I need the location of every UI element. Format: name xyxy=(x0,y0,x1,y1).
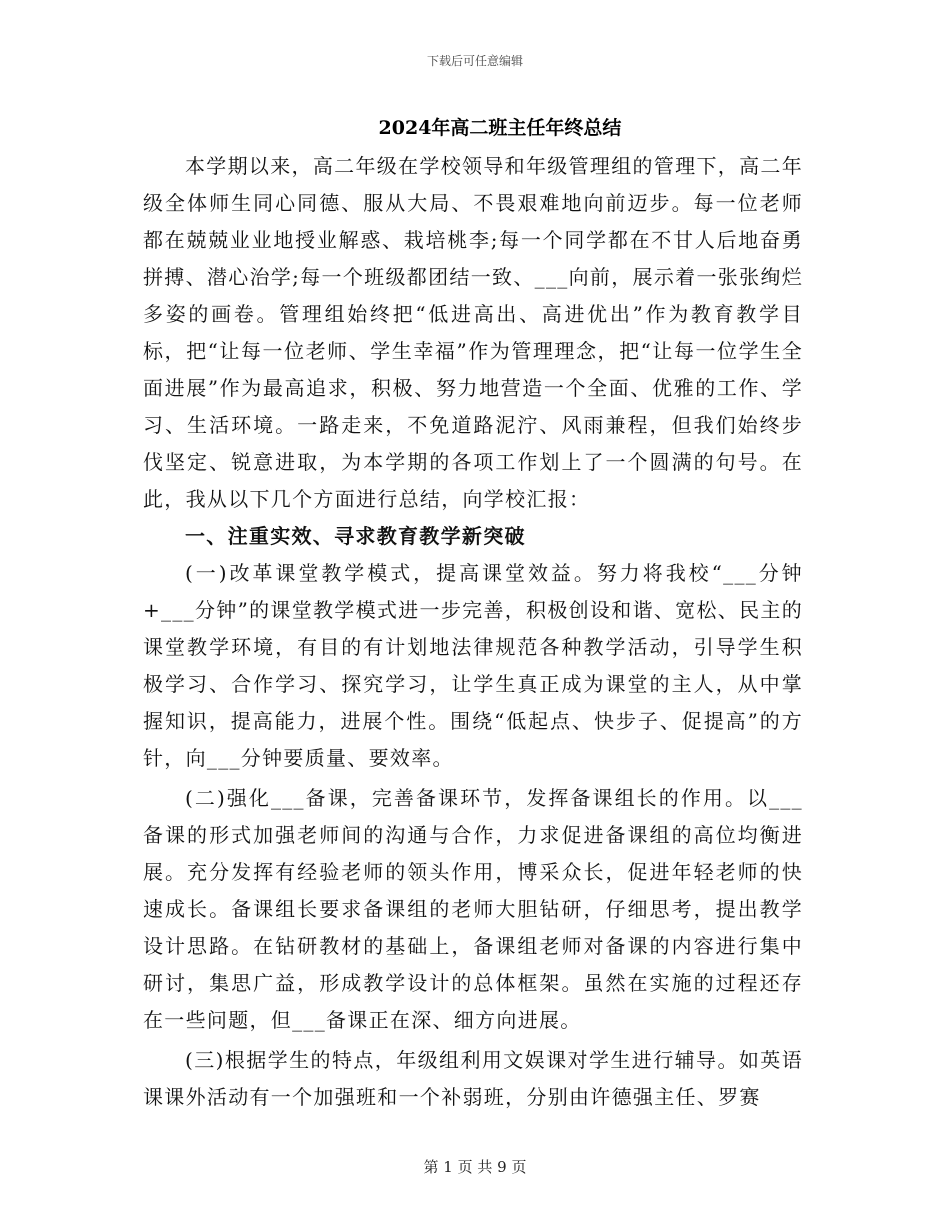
paragraph-item-3: (三)根据学生的特点，年级组利用文娱课对学生进行辅导。如英语课课外活动有一个加强班和一个补弱班，分别由许德强主任、罗赛 xyxy=(143,1048,803,1109)
header-note: 下载后可任意编辑 xyxy=(426,54,523,68)
paragraph-intro: 本学期以来，高二年级在学校领导和年级管理组的管理下，高二年级全体师生同心同德、服从大局、不畏艰难地向前迈步。每一位老师都在兢兢业业地授业解惑、栽培桃李;每一个同学都在不甘人后地奋勇拼搏、潜心治学;每一个班级都团结一致、___向前，展示着一张张绚烂多姿的画卷。管理组始终把“低进高出、高进优出”作为教育教学目标，把“让每一位老师、学生幸福”作为管理理念，把“让每一位学生全面进展”作为最高追求，积极、努力地营造一个全面、优雅的工作、学习、生活环境。一路走来，不免道路泥泞、风雨兼程，但我们始终步伐坚定、锐意进取，为本学期的各项工作划上了一个圆满的句号。在此，我从以下几个方面进行总结，向学校汇报： xyxy=(143,154,803,511)
document-title: 2024年高二班主任年终总结 xyxy=(378,117,622,139)
page-number: 第 1 页 共 9 页 xyxy=(423,1158,527,1176)
section-heading-1: 一、注重实效、寻求教育教学新突破 xyxy=(185,524,526,548)
paragraph-item-1: (一)改革课堂教学模式，提高课堂效益。努力将我校“___分钟+___分钟”的课堂教学模式进一步完善，积极创设和谐、宽松、民主的课堂教学环境，有目的有计划地法律规范各种教学活动，引导学生积极学习、合作学习、探究学习，让学生真正成为课堂的主人，从中掌握知识，提高能力，进展个性。围绕“低起点、快步子、促提高”的方针，向___分钟要质量、要效率。 xyxy=(143,561,803,770)
paragraph-item-2: (二)强化___备课，完善备课环节，发挥备课组长的作用。以___备课的形式加强老师间的沟通与合作，力求促进备课组的高位均衡进展。充分发挥有经验老师的领头作用，博采众长，促进年轻老师的快速成长。备课组长要求备课组的老师大胆钻研，仔细思考，提出教学设计思路。在钻研教材的基础上，备课组老师对备课的内容进行集中研讨，集思广益，形成教学设计的总体框架。虽然在实施的过程还存在一些问题，但___备课正在深、细方向进展。 xyxy=(143,786,803,1032)
document-body xyxy=(143,148,803,1116)
